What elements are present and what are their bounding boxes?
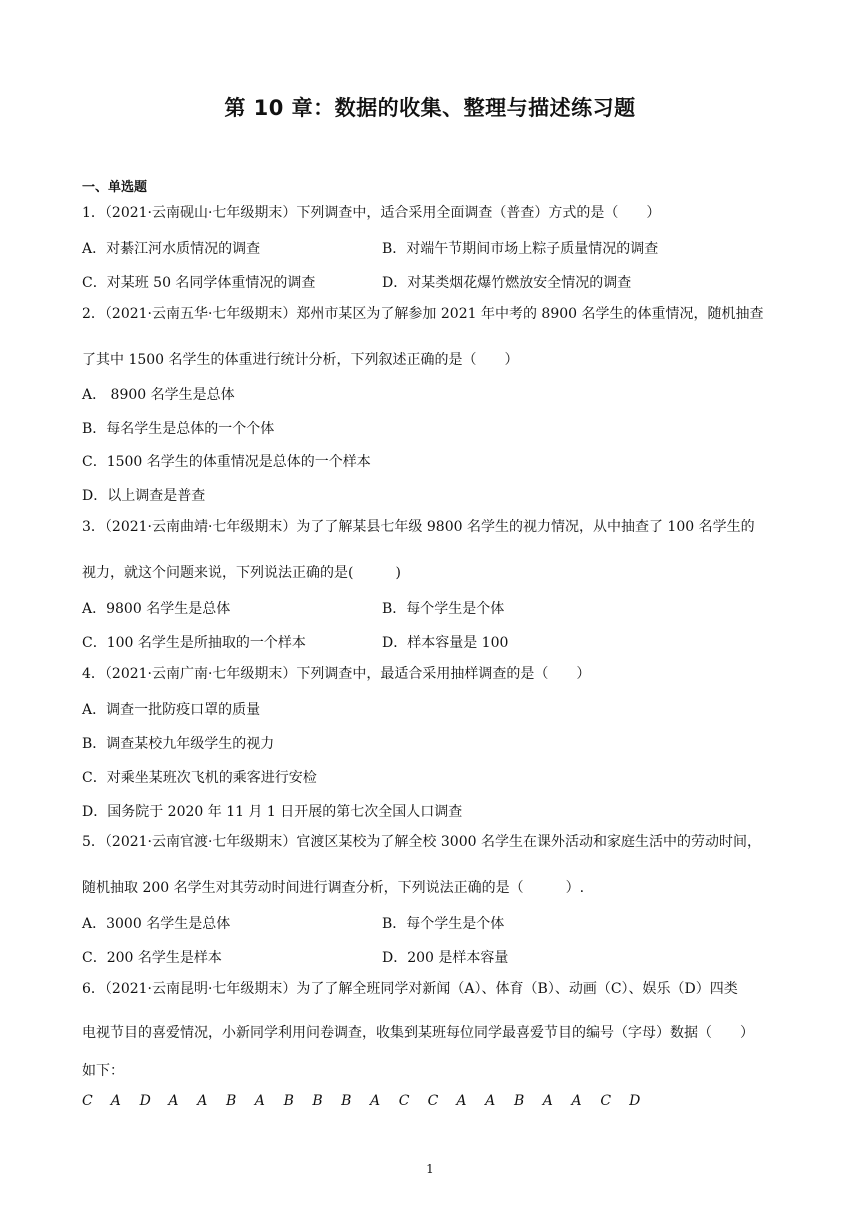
data-letter: A xyxy=(254,1093,265,1109)
question-5-option-a: A．3000 名学生是总体 xyxy=(82,916,231,932)
data-letter: B xyxy=(312,1093,323,1109)
question-2-stem-line-2: 了其中 1500 名学生的体重进行统计分析，下列叙述正确的是（ ） xyxy=(82,352,519,368)
question-4-option-c: C．对乘坐某班次飞机的乘客进行安检 xyxy=(82,770,317,786)
question-2-option-d: D．以上调查是普查 xyxy=(82,488,206,504)
page-number: 1 xyxy=(426,1162,434,1176)
question-5-stem-line-1: 5．（2021·云南官渡·七年级期末）官渡区某校为了解全校 3000 名学生在课外活动和家庭生活中的劳动时间， xyxy=(82,834,761,850)
data-letter: A xyxy=(168,1093,179,1109)
question-3-option-a: A．9800 名学生是总体 xyxy=(82,601,231,617)
data-letter: C xyxy=(398,1093,410,1109)
page-title: 第 10 章：数据的收集、整理与描述练习题 xyxy=(224,96,636,120)
data-letter: B xyxy=(283,1093,294,1109)
data-letter: B xyxy=(513,1093,525,1109)
data-letter: B xyxy=(341,1093,352,1109)
question-2-option-a: A． 8900 名学生是总体 xyxy=(82,387,235,403)
question-3-stem-line-2: 视力，就这个问题来说，下列说法正确的是( ) xyxy=(82,565,401,581)
data-letter: A xyxy=(485,1093,496,1109)
question-1-option-c: C．对某班 50 名同学体重情况的调查 xyxy=(82,275,316,291)
question-6-stem-line-2: 电视节目的喜爱情况，小新同学利用问卷调查，收集到某班每位同学最喜爱节目的编号（字母）数据（ ） xyxy=(82,1025,754,1041)
data-letter: A xyxy=(110,1093,121,1109)
data-letter: D xyxy=(629,1093,641,1109)
section-heading: 一、单选题 xyxy=(82,180,148,195)
question-3-option-d: D．样本容量是 100 xyxy=(382,635,509,651)
question-4-option-a: A．调查一批防疫口罩的质量 xyxy=(82,702,261,718)
data-letter: D xyxy=(139,1093,151,1109)
data-letter: A xyxy=(542,1093,553,1109)
data-letter: C xyxy=(82,1093,93,1109)
question-1-option-d: D．对某类烟花爆竹燃放安全情况的调查 xyxy=(382,275,632,291)
question-4-option-b: B．调查某校九年级学生的视力 xyxy=(82,736,275,752)
question-5-option-c: C．200 名学生是样本 xyxy=(82,950,222,966)
question-1-option-b: B．对端午节期间市场上粽子质量情况的调查 xyxy=(382,241,659,257)
question-6-data-letters xyxy=(82,1093,658,1109)
question-2-stem-line-1: 2．（2021·云南五华·七年级期末）郑州市某区为了解参加 2021 年中考的 8900 名学生的体重情况，随机抽查 xyxy=(82,306,764,322)
data-letter: A xyxy=(571,1093,582,1109)
data-letter: C xyxy=(600,1093,612,1109)
question-6-stem-line-1: 6．（2021·云南昆明·七年级期末）为了了解全班同学对新闻（A）、体育（B）、动画（C）、娱乐（D）四类 xyxy=(82,981,738,997)
question-3-option-c: C．100 名学生是所抽取的一个样本 xyxy=(82,635,306,651)
question-5-stem-line-2: 随机抽取 200 名学生对其劳动时间进行调查分析，下列说法正确的是（ ）. xyxy=(82,880,585,896)
question-1-option-a: A．对綦江河水质情况的调查 xyxy=(82,241,261,257)
question-5-option-d: D．200 是样本容量 xyxy=(382,950,509,966)
question-4-option-d: D．国务院于 2020 年 11 月 1 日开展的第七次全国人口调查 xyxy=(82,804,463,820)
question-4-stem: 4．（2021·云南广南·七年级期末）下列调查中，最适合采用抽样调查的是（ ） xyxy=(82,666,591,682)
question-6-stem-line-3: 如下： xyxy=(82,1063,124,1079)
question-5-option-b: B．每个学生是个体 xyxy=(382,916,505,932)
data-letter: C xyxy=(427,1093,439,1109)
data-letter: B xyxy=(225,1093,237,1109)
data-letter: A xyxy=(456,1093,467,1109)
question-3-stem-line-1: 3．（2021·云南曲靖·七年级期末）为了了解某县七年级 9800 名学生的视力情况，从中抽查了 100 名学生的 xyxy=(82,519,755,535)
question-2-option-c: C．1500 名学生的体重情况是总体的一个样本 xyxy=(82,454,371,470)
question-3-option-b: B．每个学生是个体 xyxy=(382,601,505,617)
data-letter: A xyxy=(369,1093,381,1109)
data-letter: A xyxy=(197,1093,208,1109)
question-2-option-b: B．每名学生是总体的一个个体 xyxy=(82,421,275,437)
question-1-stem: 1．（2021·云南砚山·七年级期末）下列调查中，适合采用全面调查（普查）方式的是（ ） xyxy=(82,205,661,221)
